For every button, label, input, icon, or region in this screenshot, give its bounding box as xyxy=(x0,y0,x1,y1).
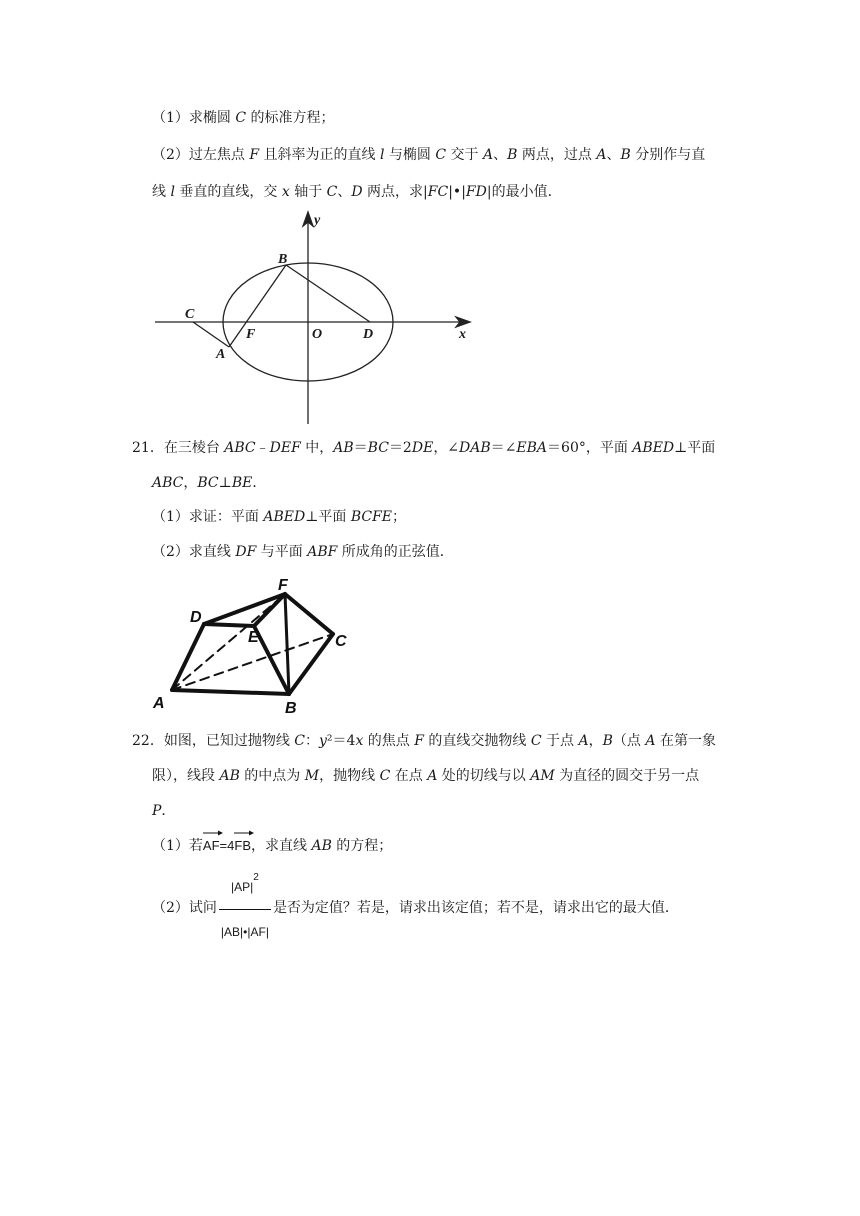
line-AB xyxy=(229,265,286,347)
q21-part1: （1）求证：平面 ABED⊥平面 BCFE； xyxy=(152,509,407,525)
edge-FB xyxy=(285,594,289,694)
label-C: C xyxy=(185,307,195,322)
edge-BC xyxy=(289,634,333,694)
q21-stem-line2: ABC，BC⊥BE． xyxy=(152,475,267,491)
label-F: F xyxy=(278,577,288,594)
label-E: E xyxy=(248,629,259,646)
label-B: B xyxy=(285,700,297,717)
q20-ellipse-figure xyxy=(150,205,480,430)
q20-part2-line2: 线 l 垂直的直线，交 x 轴于 C、D 两点，求|FC|•|FD|的最小值． xyxy=(152,184,562,200)
label-D: D xyxy=(363,327,374,342)
label-C: C xyxy=(335,633,347,650)
label-y: y xyxy=(314,213,321,228)
q22-stem-line2: 限），线段 AB 的中点为 M，抛物线 C 在点 A 处的切线与以 AM 为直径的圆交于另一点 xyxy=(152,768,700,784)
vector-AF: AF xyxy=(203,836,220,856)
label-A: A xyxy=(216,347,226,362)
q21-part2: （2）求直线 DF 与平面 ABF 所成角的正弦值． xyxy=(152,544,454,560)
vector-FB: FB xyxy=(234,836,251,856)
label-x: x xyxy=(459,327,466,342)
q22-part2: （2）试问 $\frac{|AP|^2}{|AB|•|AF|}$ 是否为定值？若是，请求出该定值；若不是，请求出它的最大值． xyxy=(152,862,679,954)
q21-frustum-figure xyxy=(150,570,360,720)
q22-part1: （1）若 AF=4 FB，求直线 AB 的方程； xyxy=(152,836,392,856)
q22-stem-line1: 22．如图，已知过抛物线 C：y²＝4x 的焦点 F 的直线交抛物线 C 于点 A，B（点 A 在第一象 xyxy=(132,733,716,749)
label-O: O xyxy=(312,327,323,342)
q20-part1: （1）求椭圆 C 的标准方程； xyxy=(152,110,335,126)
label-B: B xyxy=(278,252,288,267)
label-D: D xyxy=(190,609,202,626)
q21-stem-line1: 21．在三棱台 ABC﹣DEF 中，AB＝BC＝2DE，∠DAB＝∠EBA＝60°，平面 ABED⊥平面 xyxy=(132,440,716,456)
edge-FC xyxy=(285,594,333,634)
ratio-fraction: $\frac{|AP|^2}{|AB|•|AF|}$ xyxy=(220,872,269,939)
label-A: A xyxy=(153,695,165,712)
dashed-AF xyxy=(172,594,285,690)
label-F: F xyxy=(246,327,256,342)
edge-AB xyxy=(172,690,289,694)
q20-part2-line1: （2）过左焦点 F 且斜率为正的直线 l 与椭圆 C 交于 A、B 两点，过点 A、B 分别作与直 xyxy=(152,147,706,163)
q22-stem-line3: P． xyxy=(152,803,176,819)
edge-AD xyxy=(172,624,204,690)
